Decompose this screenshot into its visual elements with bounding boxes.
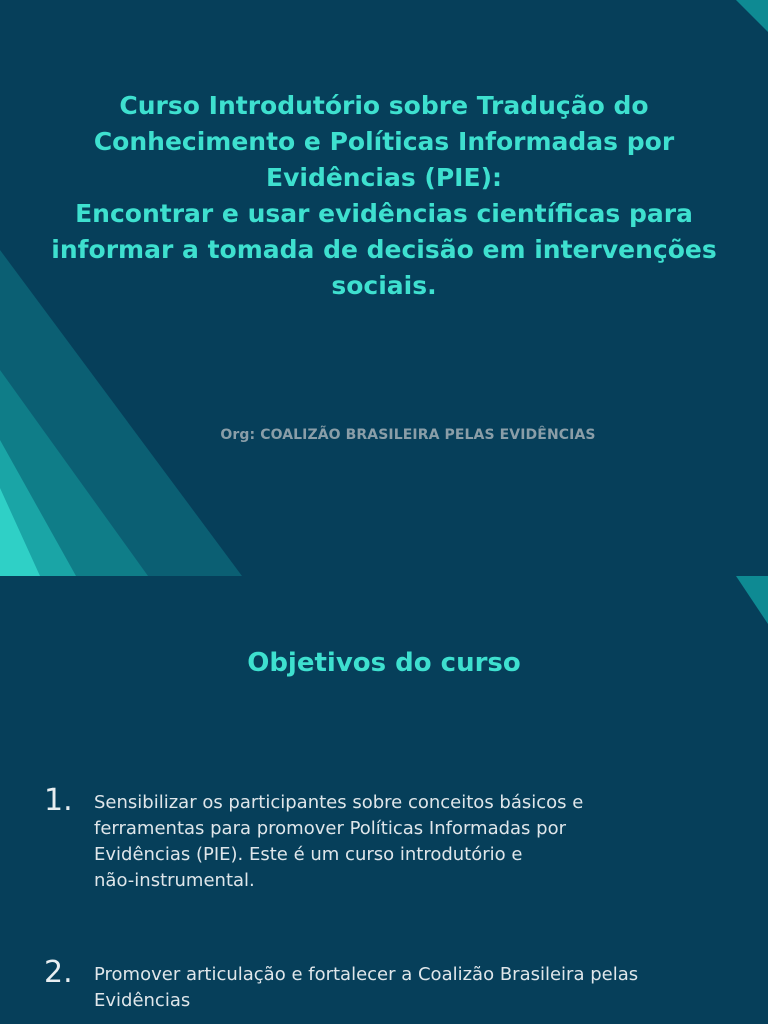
objectives-heading: Objetivos do curso (247, 648, 521, 678)
organizer-line: Org: COALIZÃO BRASILEIRA PELAS EVIDÊNCIAS (220, 427, 596, 443)
objective-line: ferramentas para promover Políticas Informadas por (94, 818, 566, 839)
objective-line: Evidências (PIE). Este é um curso introdutório e (94, 844, 523, 865)
objective-text (94, 790, 694, 894)
corner-accent-top-right (736, 576, 768, 624)
objective-number: 1. (44, 783, 73, 818)
title-line: Conhecimento e Políticas Informadas por (93, 127, 675, 156)
objective-text (94, 962, 694, 1014)
subtitle-line: Encontrar e usar evidências científicas para (75, 199, 693, 228)
objective-line: não-instrumental. (94, 870, 255, 891)
subtitle-line: sociais. (331, 271, 437, 300)
objective-line: Evidências (94, 990, 191, 1011)
title-line: Evidências (PIE): (266, 163, 502, 192)
subtitle-line: informar a tomada de decisão em intervenções (51, 235, 717, 264)
course-title (40, 88, 728, 304)
title-line: Curso Introdutório sobre Tradução do (119, 91, 649, 120)
objective-line: Sensibilizar os participantes sobre conceitos básicos e (94, 792, 584, 813)
objective-line: Promover articulação e fortalecer a Coalizão Brasileira pelas (94, 964, 639, 985)
objectives-slide (0, 576, 768, 1024)
objective-number: 2. (44, 955, 73, 990)
corner-accent-top-right (736, 0, 768, 32)
